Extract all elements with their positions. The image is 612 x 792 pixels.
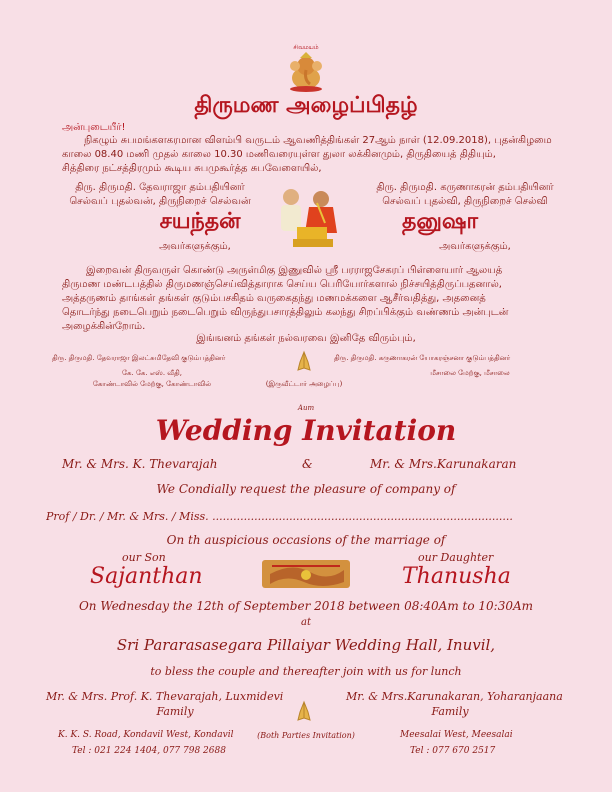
bride-suffix: அவர்களுக்கும், — [439, 241, 511, 252]
english-datetime: On Wednesday the 12th of September 2018 between 08:40Am to 10:30Am — [78, 599, 534, 613]
tamil-para2-line: இறைவன் திருவருள் கொண்டு அருள்மிகு இணுவில் ஸ்ரீ பரராஜசேகரப் பிள்ளையார் ஆலயத் — [86, 265, 503, 276]
bride-name-tamil: தனுஷா — [402, 209, 478, 234]
bride-parents: திரு. திருமதி. கருணாகரன் தம்பதியினர் — [376, 182, 554, 193]
namaste-hands-icon — [292, 700, 316, 722]
tamil-para1-line: சித்திரை நட்சத்திரமும் கூடிய சுபமுகூர்த்த சுபவேளையில், — [62, 163, 322, 174]
english-hosts-right: Mr. & Mrs.Karunakaran — [370, 457, 517, 471]
groom-relation: செல்வப் புதல்வன், திருநிறைச் செல்வன் — [69, 196, 251, 207]
bride-relation: செல்வப் புதல்வி, திருநிறைச் செல்வி — [382, 196, 548, 207]
tamil-para2-line: அழைக்கின்றோம். — [62, 321, 146, 332]
tamil-host-left-addr1: கே. கே. எஸ். வீதி, — [122, 369, 182, 377]
right-family-line-2: Family — [431, 705, 469, 718]
ganesha-icon — [286, 52, 326, 92]
english-venue: Sri Pararasasegara Pillaiyar Wedding Hall, Inuvil, — [116, 636, 496, 654]
english-hosts-amp: & — [302, 457, 313, 471]
wedding-couple-icon — [267, 183, 347, 253]
english-hosts-left: Mr. & Mrs. K. Thevarajah — [62, 457, 218, 471]
tamil-title: திருமண அழைப்பிதழ் — [194, 92, 418, 118]
our-daughter-label: our Daughter — [418, 551, 494, 564]
english-at: at — [301, 617, 311, 628]
tamil-salutation: அன்புடையீர்! — [62, 122, 126, 133]
left-family-telephone: Tel : 021 224 1404, 077 798 2688 — [72, 746, 226, 756]
aum-label: Aum — [297, 404, 315, 412]
tamil-paragraph-1 — [62, 134, 574, 176]
auspicious-word: சிவமயம் — [293, 44, 319, 51]
english-title: Wedding Invitation — [155, 414, 457, 447]
tamil-host-right-name: திரு. திருமதி. கருணாகரன் யோகரஞ்சனா குடும்பத்தினர் — [334, 354, 511, 362]
auspicious-header — [276, 44, 336, 92]
tamil-host-left-name: திரு. திருமதி. தேவராஜா இலட்சுமிதேவி குடும்பத்தினர் — [52, 354, 226, 362]
tamil-para2-line: அத்தருணம் தாங்கள் தங்கள் குடும்பசகிதம் வருகைதந்து மணமக்களை ஆசீர்வதித்து, அதனைத் — [62, 293, 486, 304]
english-request: We Condially request the pleasure of company of — [156, 482, 456, 496]
english-bless: to bless the couple and thereafter join with us for lunch — [150, 665, 462, 678]
groom-parents: திரு. திருமதி. தேவராஜா தம்பதியினர் — [75, 182, 245, 193]
left-family-line-2: Family — [156, 705, 194, 718]
english-occasion: On th auspicious occasions of the marriage of — [166, 533, 446, 547]
joined-hands-icon — [262, 556, 350, 592]
our-son-label: our Son — [122, 551, 166, 564]
namaste-hands-icon — [292, 350, 316, 372]
tamil-para2-line: தொடர்ந்து நடைபெறும் நடைபெறும் விருந்துபசாரத்திலும் கலந்து சிறப்பிக்கும் வண்ணம் அன்புடன் — [62, 307, 509, 318]
tamil-both-parties: (இருவீட்டார் அழைப்பு) — [265, 380, 343, 388]
tamil-para1-line: நிகழும் சுபமங்களகரமான விளம்பி வருடம் ஆவணித்திங்கள் 27ஆம் நாள் (12.09.2018), புதன்கிழமை — [84, 135, 552, 146]
tamil-para1-line: காலை 08.40 மணி முதல் காலை 10.30 மணிவரையுள்ள துலா லக்கினமும், திருதியைத் திதியும், — [62, 149, 496, 160]
groom-name-tamil: சயந்தன் — [159, 209, 241, 234]
guest-name-line: Prof / Dr. / Mr. & Mrs. / Miss. ...................................................................................... — [46, 510, 513, 523]
right-family-line-1: Mr. & Mrs.Karunakaran, Yoharanjaana — [346, 690, 563, 703]
left-family-line-1: Mr. & Mrs. Prof. K. Thevarajah, Luxmidevi — [46, 690, 284, 703]
tamil-host-right-addr: மீசாலை மேற்கு, மீசாலை — [430, 369, 510, 377]
bride-name-english: Thanusha — [402, 564, 511, 589]
tamil-host-left-addr2: கோண்டாவில் மேற்கு, கோண்டாவில் — [92, 380, 212, 388]
right-family-address: Meesalai West, Meesalai — [400, 730, 513, 740]
left-family-address: K. K. S. Road, Kondavil West, Kondavil — [58, 730, 234, 740]
tamil-para2-line: திருமண மண்டபத்தில் திருமணஞ்செய்வித்தாராக செய்ய பெரியோர்களால் நிச்சயித்திருப்பதனால், — [62, 279, 502, 290]
tamil-welcome: இங்ஙனம் தங்கள் நல்வரவை இனிதே விரும்பும், — [196, 333, 416, 344]
both-parties-invitation: (Both Parties Invitation) — [257, 731, 355, 740]
right-family-telephone: Tel : 077 670 2517 — [410, 746, 496, 756]
tamil-paragraph-2 — [62, 264, 582, 334]
groom-name-english: Sajanthan — [90, 564, 203, 589]
groom-suffix: அவர்களுக்கும், — [159, 241, 231, 252]
